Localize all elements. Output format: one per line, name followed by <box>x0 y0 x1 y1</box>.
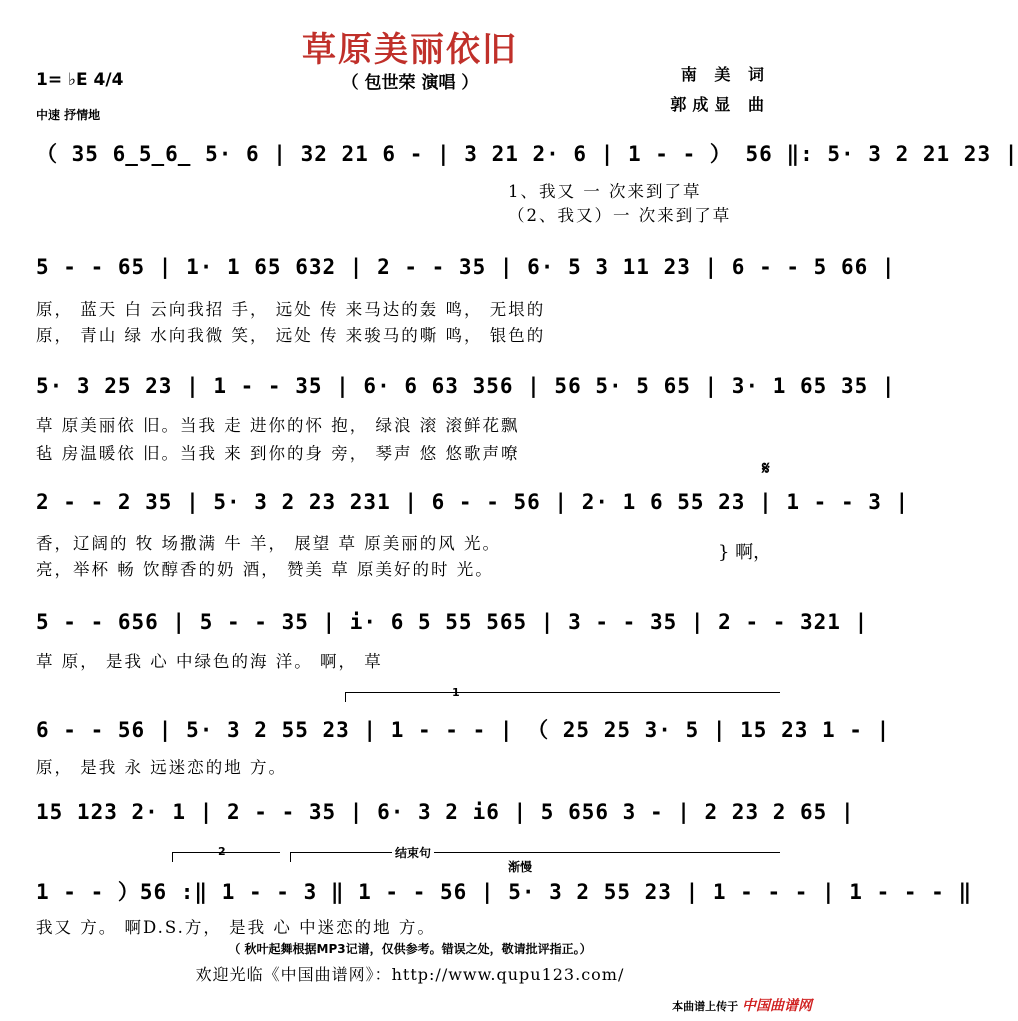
staff-line-1: （ 35 6̲5̲6̲ 5· 6 | 32 21 6 - | 3 21 2· 6 | 1 - - ） 56 ‖: 5· 3 2 21 23 | <box>36 142 1018 166</box>
ending-hook <box>290 852 291 862</box>
volta-2-hook <box>172 852 173 862</box>
ending-label: 结束句 <box>392 844 434 861</box>
staff-line-3: 5· 3 25 23 | 1 - - 35 | 6· 6 63 356 | 56 5· 5 65 | 3· 1 65 35 | <box>36 374 896 398</box>
lyric-4b: 亮，举杯 畅 饮醇香的奶 酒， 赞美 草 原美好的时 光。 <box>36 560 494 579</box>
lyricist-credit: 南 美 词 <box>680 65 770 84</box>
staff-line-4: 2 - - 2 35 | 5· 3 2 23 231 | 6 - - 56 | 2· 1 6 55 23 | 1 - - 3 | <box>36 490 910 514</box>
tempo-marking: 中速 抒情地 <box>36 108 101 122</box>
staff-line-2: 5 - - 65 | 1· 1 65 632 | 2 - - 35 | 6· 5 3 11 23 | 6 - - 5 66 | <box>36 255 896 279</box>
staff-line-6: 6 - - 56 | 5· 3 2 55 23 | 1 - - - | （ 25 25 3· 5 | 15 23 1 - | <box>36 718 891 742</box>
song-title: 草原美丽依旧 <box>302 30 518 70</box>
lyric-6: 原， 是我 永 远迷恋的地 方。 <box>36 758 287 777</box>
lyric-4a: 香，辽阔的 牧 场撒满 牛 羊， 展望 草 原美丽的风 光。 <box>36 534 501 553</box>
side-exclamation: } 啊， <box>718 542 772 563</box>
volta-1-bracket <box>345 692 780 693</box>
volta-1-label: 1 <box>452 686 460 699</box>
lyric-2b: 原， 青山 绿 水向我微 笑， 远处 传 来骏马的嘶 鸣， 银色的 <box>36 326 546 345</box>
staff-line-5: 5 - - 656 | 5 - - 35 | i· 6 5 55 565 | 3 - - 35 | 2 - - 321 | <box>36 610 869 634</box>
performer-subtitle: （ 包世荣 演唱 ） <box>341 73 479 93</box>
volta-2-label: 2 <box>218 845 226 858</box>
composer-credit: 郭成显 曲 <box>670 95 770 114</box>
lyric-3a: 草 原美丽依 旧。当我 走 进你的怀 抱， 绿浪 滚 滚鲜花飘 <box>36 416 520 435</box>
staff-line-8: 1 - - ）56 :‖ 1 - - 3 ‖ 1 - - 56 | 5· 3 2 55 23 | 1 - - - | 1 - - - ‖ <box>36 880 973 904</box>
lyric-1a: 1、我又 一 次来到了草 <box>508 182 702 201</box>
lyric-1b: （2、我又）一 次来到了草 <box>508 206 732 225</box>
volta-2-bracket <box>172 852 280 853</box>
lyric-2a: 原， 蓝天 白 云向我招 手， 远处 传 来马达的轰 鸣， 无垠的 <box>36 300 546 319</box>
staff-line-7: 15 123 2· 1 | 2 - - 35 | 6· 3 2 i6 | 5 656 3 - | 2 23 2 65 | <box>36 800 855 824</box>
website-line: 欢迎光临《中国曲谱网》：http://www.qupu123.com/ <box>195 965 625 984</box>
upload-brand: 中国曲谱网 <box>742 998 812 1014</box>
segno-mark: 𝄋 <box>762 458 770 479</box>
key-signature: 1= ♭E 4/4 <box>36 70 124 90</box>
ritardando-label: 渐慢 <box>508 860 533 874</box>
lyric-5: 草 原， 是我 心 中绿色的海 洋。 啊， 草 <box>36 652 383 671</box>
lyric-3b: 毡 房温暖依 旧。当我 来 到你的身 旁， 琴声 悠 悠歌声嘹 <box>36 444 520 463</box>
ending-bracket <box>290 852 780 853</box>
volta-1-hook <box>345 692 346 702</box>
upload-credit <box>672 995 812 1015</box>
upload-prefix: 本曲谱上传于 <box>672 1000 739 1013</box>
lyric-8: 我又 方。 啊D.S.方， 是我 心 中迷恋的地 方。 <box>36 918 436 937</box>
transcription-note: （ 秋叶起舞根据MP3记谱，仅供参考。错误之处，敬请批评指正。） <box>228 942 592 956</box>
